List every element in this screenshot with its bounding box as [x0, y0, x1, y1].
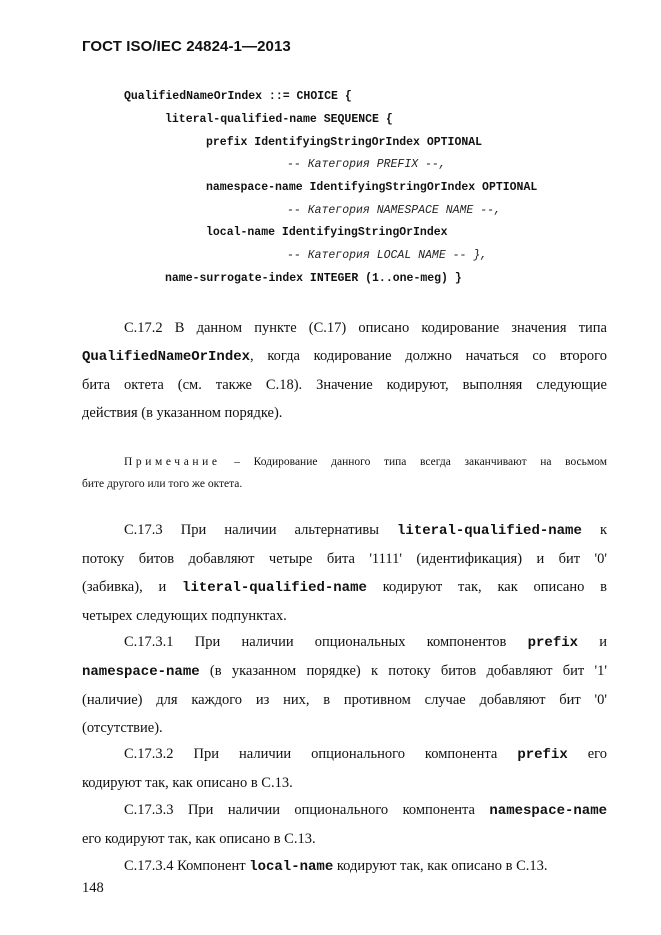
code-line: literal-qualified-name SEQUENCE {	[165, 113, 393, 126]
inline-code: prefix	[527, 635, 579, 651]
inline-code: prefix	[517, 747, 568, 763]
code-line: QualifiedNameOrIndex ::= CHOICE {	[124, 90, 352, 103]
text-line	[82, 342, 607, 371]
text-line: (наличие) для каждого из них, в противном случае добавляют бит '0'	[82, 692, 607, 708]
text-line: четырех следующих подпунктах.	[82, 608, 287, 624]
text-fragment: (забивка), и	[82, 579, 167, 595]
code-line: namespace-name IdentifyingStringOrIndex OPTIONAL	[206, 181, 538, 194]
inline-code: namespace-name	[489, 803, 608, 819]
text-fragment: и	[599, 634, 608, 650]
text-line	[82, 573, 607, 602]
text-line: его кодируют так, как описано в C.13.	[82, 831, 316, 847]
page-number: 148	[82, 880, 104, 896]
document-header: ГОСТ ISO/IEC 24824-1—2013	[82, 38, 291, 55]
text-line: действия (в указанном порядке).	[82, 405, 283, 421]
code-comment: -- Категория NAMESPACE NAME --,	[287, 204, 501, 217]
text-fragment: C.17.3.4 Компонент	[124, 858, 246, 874]
text-line: C.17.2 В данном пункте (C.17) описано кодирование значения типа	[124, 320, 607, 336]
inline-code: literal-qualified-name	[182, 580, 367, 596]
text-fragment: C.17.3.2 При наличии опционального компонента	[124, 746, 498, 762]
paragraph-c17-3-2	[82, 740, 607, 797]
inline-code: QualifiedNameOrIndex	[82, 349, 251, 365]
note-label: Примечание	[124, 456, 221, 468]
text-line: кодируют так, как описано в C.13.	[82, 775, 293, 791]
note-block	[82, 451, 607, 495]
paragraph-c17-3-3	[82, 796, 607, 853]
text-fragment: (в указанном порядке) к потоку битов добавляют бит '1'	[209, 663, 608, 679]
inline-code: local-name	[249, 859, 334, 875]
text-fragment: его	[587, 746, 608, 762]
text-line	[82, 516, 607, 545]
text-fragment: к	[599, 522, 608, 538]
code-line: name-surrogate-index INTEGER (1..one-meg) }	[165, 272, 462, 285]
text-fragment: C.17.3 При наличии альтернативы	[124, 522, 379, 538]
text-line	[82, 628, 607, 657]
text-line	[82, 852, 607, 881]
paragraph-c17-3-4	[82, 852, 607, 881]
paragraph-c17-3-1	[82, 628, 607, 742]
code-line: local-name IdentifyingStringOrIndex	[206, 226, 448, 239]
text-line	[82, 657, 607, 686]
text-fragment: – Кодирование данного типа всегда заканчивают на восьмом	[220, 456, 607, 468]
text-line: бита октета (см. также C.18). Значение кодируют, выполняя следующие	[82, 377, 607, 393]
inline-code: literal-qualified-name	[397, 523, 582, 539]
text-line	[82, 796, 607, 825]
code-comment: -- Категория LOCAL NAME -- },	[287, 249, 488, 262]
paragraph-c17-3	[82, 516, 607, 630]
text-fragment: C.17.3.1 При наличии опциональных компонентов	[124, 634, 507, 650]
code-comment: -- Категория PREFIX --,	[287, 158, 446, 171]
text-fragment: C.17.3.3 При наличии опционального компонента	[124, 802, 475, 818]
text-fragment: кодируют так, как описано в	[382, 579, 608, 595]
inline-code: namespace-name	[82, 664, 200, 680]
note-line	[82, 451, 607, 473]
note-line: бите другого или того же октета.	[82, 478, 243, 490]
code-line: prefix IdentifyingStringOrIndex OPTIONAL	[206, 136, 483, 149]
text-line	[82, 740, 607, 769]
text-fragment: , когда кодирование должно начаться со второго	[250, 348, 607, 364]
text-fragment: кодируют так, как описано в C.13.	[336, 858, 548, 874]
paragraph-c17-2	[82, 314, 607, 427]
text-line: (отсутствие).	[82, 720, 163, 736]
text-line: потоку битов добавляют четыре бита '1111' (идентификация) и бит '0'	[82, 551, 607, 567]
